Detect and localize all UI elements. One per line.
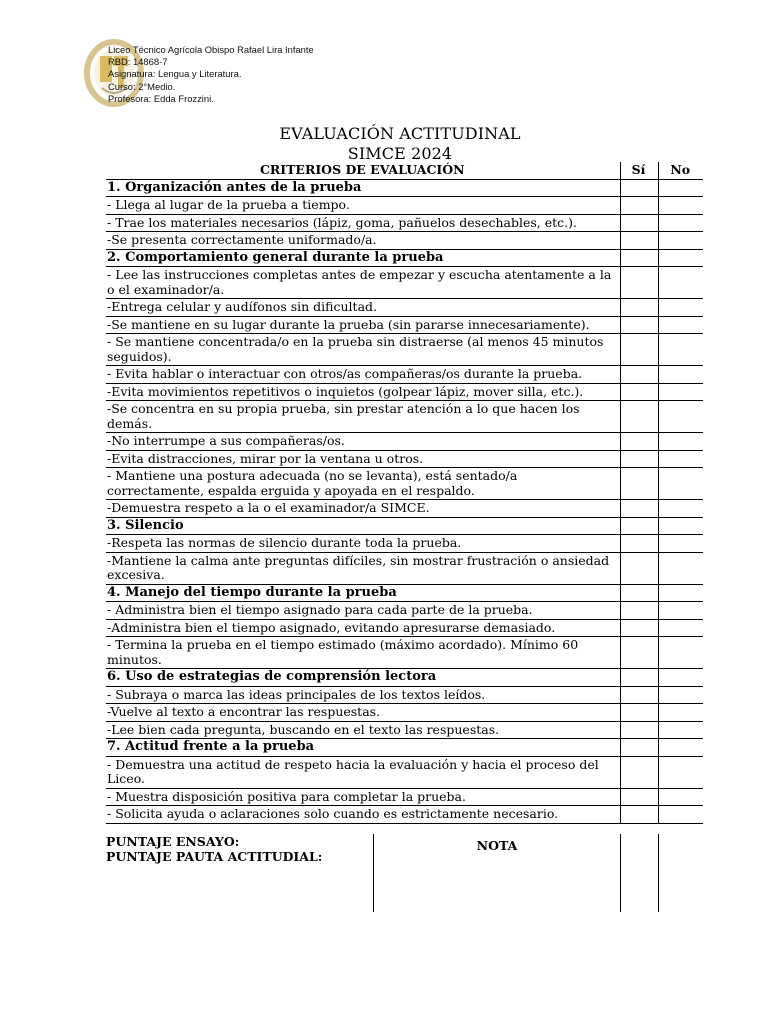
- criterion-row: [106, 500, 703, 518]
- criterion-row: [106, 756, 703, 788]
- yes-checkbox-cell[interactable]: [620, 450, 658, 468]
- criteria-table: [106, 162, 703, 824]
- no-checkbox-cell[interactable]: [658, 619, 703, 637]
- no-checkbox-cell[interactable]: [658, 806, 703, 824]
- subject-line: Asignatura: Lengua y Literatura.: [108, 68, 242, 80]
- yes-checkbox-cell[interactable]: [620, 500, 658, 518]
- criterion-row: [106, 619, 703, 637]
- no-checkbox-cell[interactable]: [658, 214, 703, 232]
- no-checkbox-cell[interactable]: [658, 334, 703, 366]
- no-checkbox-cell[interactable]: [658, 450, 703, 468]
- criterion-row: [106, 197, 703, 215]
- criterion-text: -Evita movimientos repetitivos o inquietos (golpear lápiz, mover silla, etc.).: [106, 383, 620, 401]
- criterion-row: [106, 721, 703, 739]
- no-checkbox-cell[interactable]: [658, 249, 703, 267]
- footer-divider: [658, 834, 659, 912]
- criterion-text: - Administra bien el tiempo asignado para cada parte de la prueba.: [106, 602, 620, 620]
- criterion-row: [106, 637, 703, 669]
- criterion-row: [106, 602, 703, 620]
- yes-checkbox-cell[interactable]: [620, 214, 658, 232]
- document-title: EVALUACIÓN ACTITUDINAL: [279, 124, 521, 143]
- document-header: [84, 38, 384, 110]
- no-checkbox-cell[interactable]: [658, 468, 703, 500]
- criterion-text: - Subraya o marca las ideas principales de los textos leídos.: [106, 686, 620, 704]
- criterion-text: -Se mantiene en su lugar durante la prueba (sin pararse innecesariamente).: [106, 316, 620, 334]
- criterion-row: [106, 232, 703, 250]
- yes-checkbox-cell[interactable]: [620, 788, 658, 806]
- criterion-row: [106, 267, 703, 299]
- criterion-row: [106, 214, 703, 232]
- criterion-row: [106, 468, 703, 500]
- no-checkbox-cell[interactable]: [658, 739, 703, 757]
- criterion-row: [106, 299, 703, 317]
- no-checkbox-cell[interactable]: [658, 602, 703, 620]
- yes-checkbox-cell[interactable]: [620, 721, 658, 739]
- no-checkbox-cell[interactable]: [658, 788, 703, 806]
- header-text-block: [108, 44, 314, 105]
- no-checkbox-cell[interactable]: [658, 232, 703, 250]
- no-checkbox-cell[interactable]: [658, 267, 703, 299]
- no-checkbox-cell[interactable]: [658, 669, 703, 687]
- criterion-row: [106, 366, 703, 384]
- section-header-row: [106, 669, 703, 687]
- no-checkbox-cell[interactable]: [658, 299, 703, 317]
- grade-label: NOTA: [476, 838, 518, 853]
- criterion-row: [106, 433, 703, 451]
- yes-checkbox-cell[interactable]: [620, 316, 658, 334]
- yes-checkbox-cell[interactable]: [620, 267, 658, 299]
- yes-checkbox-cell[interactable]: [620, 584, 658, 602]
- criterion-row: [106, 552, 703, 584]
- no-checkbox-cell[interactable]: [658, 552, 703, 584]
- criterion-row: [106, 704, 703, 722]
- yes-checkbox-cell[interactable]: [620, 334, 658, 366]
- section-title: 3. Silencio: [106, 517, 620, 535]
- criterion-text: -Administra bien el tiempo asignado, evitando apresurarse demasiado.: [106, 619, 620, 637]
- no-checkbox-cell[interactable]: [658, 383, 703, 401]
- yes-checkbox-cell[interactable]: [620, 366, 658, 384]
- yes-column-header: Sí: [620, 162, 658, 179]
- yes-checkbox-cell[interactable]: [620, 401, 658, 433]
- no-checkbox-cell[interactable]: [658, 316, 703, 334]
- criterion-text: -Lee bien cada pregunta, buscando en el texto las respuestas.: [106, 721, 620, 739]
- course-line: Curso: 2°Medio.: [108, 80, 176, 92]
- yes-checkbox-cell[interactable]: [620, 619, 658, 637]
- criterion-row: [106, 686, 703, 704]
- no-checkbox-cell[interactable]: [658, 535, 703, 553]
- score-labels: [106, 834, 372, 912]
- criterion-row: [106, 535, 703, 553]
- yes-checkbox-cell[interactable]: [620, 704, 658, 722]
- section-header-row: [106, 517, 703, 535]
- criterion-text: - Demuestra una actitud de respeto hacia la evaluación y hacia el proceso del Liceo.: [106, 756, 620, 788]
- yes-checkbox-cell[interactable]: [620, 299, 658, 317]
- no-checkbox-cell[interactable]: [658, 584, 703, 602]
- score-test-label: PUNTAJE ENSAYO:: [106, 834, 240, 849]
- yes-checkbox-cell[interactable]: [620, 232, 658, 250]
- criterion-text: - Termina la prueba en el tiempo estimado (máximo acordado). Mínimo 60 minutos.: [106, 637, 620, 669]
- criterion-text: - Se mantiene concentrada/o en la prueba sin distraerse (al menos 45 minutos seguidos).: [106, 334, 620, 366]
- section-header-row: [106, 179, 703, 197]
- yes-checkbox-cell[interactable]: [620, 383, 658, 401]
- criterion-row: [106, 450, 703, 468]
- section-header-row: [106, 249, 703, 267]
- no-checkbox-cell[interactable]: [658, 704, 703, 722]
- no-checkbox-cell[interactable]: [658, 401, 703, 433]
- criterion-row: [106, 334, 703, 366]
- no-checkbox-cell[interactable]: [658, 756, 703, 788]
- no-checkbox-cell[interactable]: [658, 721, 703, 739]
- teacher-line: Profesora: Edda Frozzini.: [108, 92, 214, 104]
- section-title: 7. Actitud frente a la prueba: [106, 739, 620, 757]
- score-attitude-label: PUNTAJE PAUTA ACTITUDIAL:: [106, 849, 323, 864]
- criterion-text: -Se presenta correctamente uniformado/a.: [106, 232, 620, 250]
- no-checkbox-cell[interactable]: [658, 500, 703, 518]
- yes-checkbox-cell[interactable]: [620, 552, 658, 584]
- section-header-row: [106, 584, 703, 602]
- no-checkbox-cell[interactable]: [658, 686, 703, 704]
- criterion-text: - Llega al lugar de la prueba a tiempo.: [106, 197, 620, 215]
- no-checkbox-cell[interactable]: [658, 366, 703, 384]
- section-title: 2. Comportamiento general durante la prueba: [106, 249, 620, 267]
- criteria-column-header: CRITERIOS DE EVALUACIÓN: [106, 162, 620, 179]
- criterion-row: [106, 383, 703, 401]
- section-title: 6. Uso de estrategias de comprensión lectora: [106, 669, 620, 687]
- no-checkbox-cell[interactable]: [658, 197, 703, 215]
- no-checkbox-cell[interactable]: [658, 517, 703, 535]
- yes-checkbox-cell[interactable]: [620, 179, 658, 197]
- criterion-text: -Demuestra respeto a la o el examinador/a SIMCE.: [106, 500, 620, 518]
- yes-checkbox-cell[interactable]: [620, 433, 658, 451]
- yes-checkbox-cell[interactable]: [620, 739, 658, 757]
- yes-checkbox-cell[interactable]: [620, 468, 658, 500]
- section-title: 1. Organización antes de la prueba: [106, 179, 620, 197]
- no-checkbox-cell[interactable]: [658, 179, 703, 197]
- score-footer: [106, 834, 703, 912]
- criterion-text: -Se concentra en su propia prueba, sin prestar atención a lo que hacen los demás.: [106, 401, 620, 433]
- criterion-row: [106, 788, 703, 806]
- no-column-header: No: [658, 162, 703, 179]
- criterion-row: [106, 806, 703, 824]
- section-header-row: [106, 739, 703, 757]
- criterion-text: -No interrumpe a sus compañeras/os.: [106, 433, 620, 451]
- criterion-text: -Respeta las normas de silencio durante toda la prueba.: [106, 535, 620, 553]
- school-name: Liceo Técnico Agrícola Obispo Rafael Lira Infante: [108, 44, 314, 55]
- school-rbd: RBD: 14868-7: [108, 56, 168, 68]
- no-checkbox-cell[interactable]: [658, 433, 703, 451]
- footer-divider: [620, 834, 621, 912]
- yes-checkbox-cell[interactable]: [620, 806, 658, 824]
- yes-checkbox-cell[interactable]: [620, 517, 658, 535]
- section-title: 4. Manejo del tiempo durante la prueba: [106, 584, 620, 602]
- yes-checkbox-cell[interactable]: [620, 535, 658, 553]
- criterion-text: -Vuelve al texto a encontrar las respuestas.: [106, 704, 620, 722]
- criterion-text: -Entrega celular y audífonos sin dificultad.: [106, 299, 620, 317]
- criterion-text: -Mantiene la calma ante preguntas difíciles, sin mostrar frustración o ansiedad excesiva.: [106, 552, 620, 584]
- criterion-row: [106, 401, 703, 433]
- yes-checkbox-cell[interactable]: [620, 249, 658, 267]
- criterion-text: - Lee las instrucciones completas antes de empezar y escucha atentamente a la o el examinador/a.: [106, 267, 620, 299]
- no-checkbox-cell[interactable]: [658, 637, 703, 669]
- table-header-row: [106, 162, 703, 179]
- yes-checkbox-cell[interactable]: [620, 637, 658, 669]
- yes-checkbox-cell[interactable]: [620, 197, 658, 215]
- criterion-text: - Muestra disposición positiva para completar la prueba.: [106, 788, 620, 806]
- criterion-text: - Evita hablar o interactuar con otros/as compañeras/os durante la prueba.: [106, 366, 620, 384]
- document-subtitle: SIMCE 2024: [347, 144, 453, 163]
- criterion-row: [106, 316, 703, 334]
- criterion-text: - Trae los materiales necesarios (lápiz, goma, pañuelos desechables, etc.).: [106, 214, 620, 232]
- criterion-text: - Solicita ayuda o aclaraciones solo cuando es estrictamente necesario.: [106, 806, 620, 824]
- yes-checkbox-cell[interactable]: [620, 602, 658, 620]
- yes-checkbox-cell[interactable]: [620, 756, 658, 788]
- yes-checkbox-cell[interactable]: [620, 669, 658, 687]
- criterion-text: - Mantiene una postura adecuada (no se levanta), está sentado/a correctamente, espalda erguida y apoyada en el respaldo.: [106, 468, 620, 500]
- criterion-text: -Evita distracciones, mirar por la ventana u otros.: [106, 450, 620, 468]
- yes-checkbox-cell[interactable]: [620, 686, 658, 704]
